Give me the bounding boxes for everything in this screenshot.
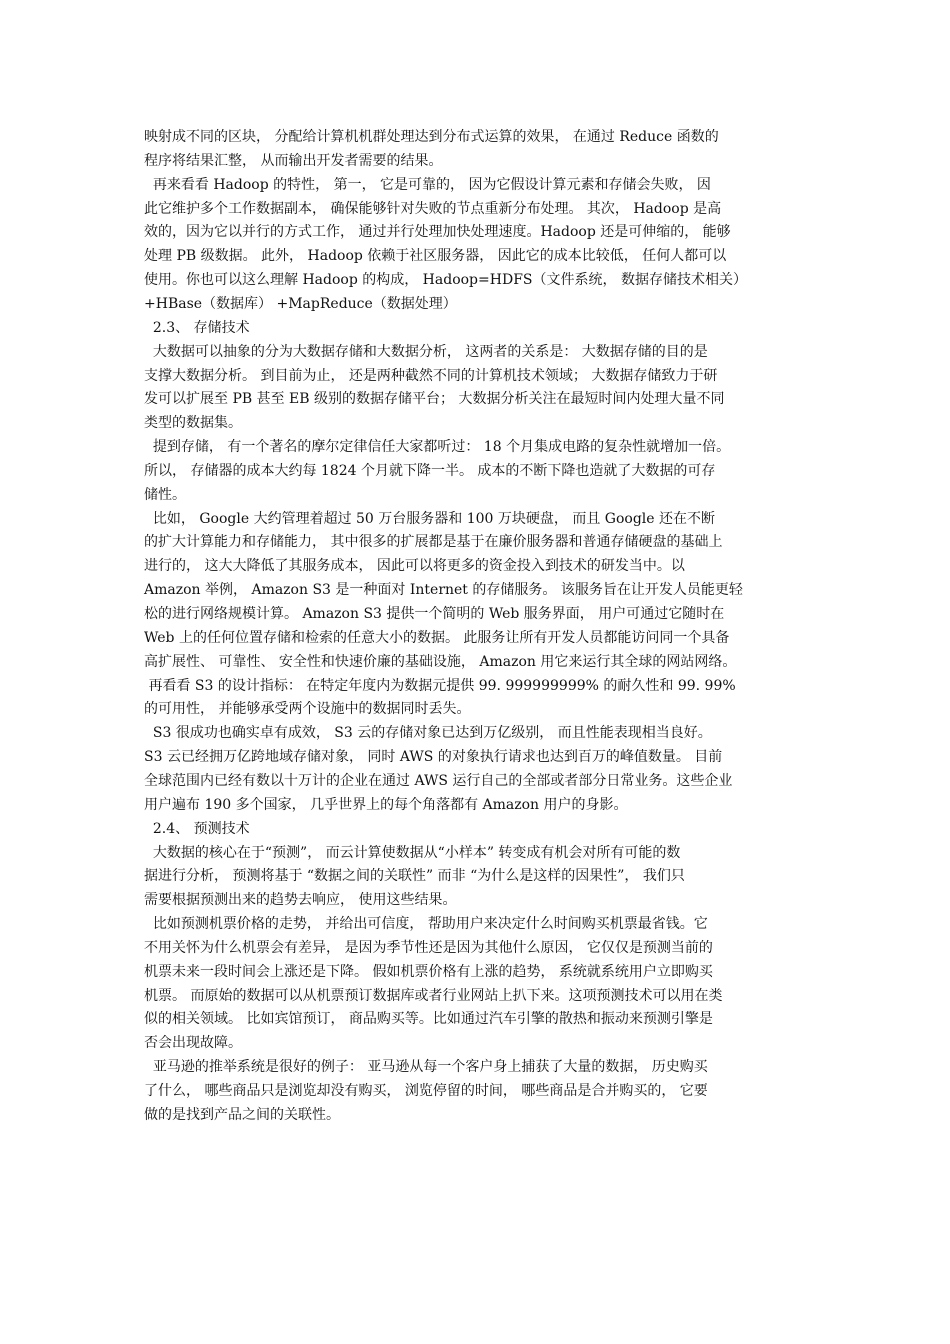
text-line: 亚马逊的推举系统是很好的例子： 亚马逊从每一个客户身上捕获了大量的数据， 历史购买 bbox=[144, 1059, 708, 1076]
text-line: 比如， Google 大约管理着超过 50 万台服务器和 100 万块硬盘， 而且 Google 还在不断 bbox=[144, 510, 716, 527]
text-line: 据进行分析， 预测将基于 “数据之间的关联性” 而非 “为什么是这样的因果性”， 我们只 bbox=[144, 868, 685, 885]
text-line: S3 云已经拥万亿跨地域存储对象， 同时 AWS 的对象执行请求也达到百万的峰值数量。 目前 bbox=[144, 749, 723, 766]
text-line: 所以， 存储器的成本大约每 1824 个月就下降一半。 成本的不断下降也造就了大数据的可存 bbox=[144, 462, 716, 479]
text-line: 高扩展性、 可靠性、 安全性和快速价廉的基础设施， Amazon 用它来运行其全球的网站网络。 bbox=[144, 653, 737, 670]
text-line: 不用关怀为什么机票会有差异， 是因为季节性还是因为其他什么原因， 它仅仅是预测当前的 bbox=[144, 939, 713, 956]
text-line: 了什么， 哪些商品只是浏览却没有购买， 浏览停留的时间， 哪些商品是合并购买的， 它要 bbox=[144, 1083, 708, 1099]
text-line: 用户遍布 190 多个国家， 几乎世界上的每个角落都有 Amazon 用户的身影。 bbox=[144, 796, 628, 813]
text-line: 的可用性， 并能够承受两个设施中的数据同时丢失。 bbox=[144, 701, 471, 718]
text-line: 比如预测机票价格的走势， 并给出可信度， 帮助用户来决定什么时间购买机票最省钱。它 bbox=[144, 916, 708, 933]
text-line: 效的，因为它以并行的方式工作， 通过并行处理加快处理速度。Hadoop 还是可伸缩的， 能够 bbox=[144, 224, 731, 241]
text-line: 程序将结果汇整， 从而输出开发者需要的结果。 bbox=[144, 152, 443, 169]
text-line: 的扩大计算能力和存储能力， 其中很多的扩展都是基于在廉价服务器和普通存储硬盘的基础上 bbox=[144, 534, 723, 551]
text-line: +HBase（数据库） +MapReduce（数据处理） bbox=[144, 295, 457, 312]
text-line: 机票未来一段时间会上涨还是下降。 假如机票价格有上涨的趋势， 系统就系统用户立即购买 bbox=[144, 963, 713, 980]
text-line: 2.3、 存储技术 bbox=[144, 319, 250, 336]
text-line: 大数据可以抽象的分为大数据存储和大数据分析， 这两者的关系是： 大数据存储的目的是 bbox=[144, 343, 708, 360]
text-line: 进行的， 这大大降低了其服务成本， 因此可以将更多的资金投入到技术的研发当中。以 bbox=[144, 558, 685, 575]
text-line: 处理 PB 级数据。 此外， Hadoop 依赖于社区服务器， 因此它的成本比较低， 任何人都可以 bbox=[144, 248, 727, 265]
text-line: 映射成不同的区块， 分配给计算机机群处理达到分布式运算的效果， 在通过 Reduce 函数的 bbox=[144, 129, 719, 145]
text-line: 储性。 bbox=[144, 486, 186, 503]
text-line: 松的进行网络规模计算。 Amazon S3 提供一个简明的 Web 服务界面， 用户可通过它随时在 bbox=[144, 606, 725, 622]
text-line: 提到存储， 有一个著名的摩尔定律信任大家都听过： 18 个月集成电路的复杂性就增加一倍。 bbox=[144, 439, 731, 456]
text-line: 机票。 而原始的数据可以从机票预订数据库或者行业网站上扒下来。这项预测技术可以用在类 bbox=[144, 987, 723, 1004]
text-line: 支撑大数据分析。 到目前为止， 还是两种截然不同的计算机技术领域； 大数据存储致力于研 bbox=[144, 367, 718, 384]
text-line: 做的是找到产品之间的关联性。 bbox=[144, 1106, 340, 1123]
text-line: 否会出现故障。 bbox=[144, 1035, 242, 1052]
text-line: 需要根据预测出来的趋势去响应， 使用这些结果。 bbox=[144, 892, 457, 909]
text-line: 此它维护多个工作数据副本， 确保能够针对失败的节点重新分布处理。 其次， Hadoop 是高 bbox=[144, 200, 722, 217]
text-line: 再来看看 Hadoop 的特性， 第一， 它是可靠的， 因为它假设计算元素和存储会失败， 因 bbox=[144, 176, 711, 193]
text-line: 2.4、 预测技术 bbox=[144, 820, 250, 837]
text-line: 使用。你也可以这么理解 Hadoop 的构成， Hadoop=HDFS（文件系统， 数据存储技术相关） bbox=[144, 272, 747, 289]
text-line: 再看看 S3 的设计指标： 在特定年度内为数据元提供 99. 999999999% 的耐久性和 99. 99% bbox=[144, 677, 736, 694]
text-line: 似的相关领域。 比如宾馆预订， 商品购买等。比如通过汽车引擎的散热和振动来预测引擎是 bbox=[144, 1011, 713, 1028]
text-line: Web 上的任何位置存储和检索的任意大小的数据。 此服务让所有开发人员都能访问同一个具备 bbox=[144, 629, 730, 646]
text-line: S3 很成功也确实卓有成效， S3 云的存储对象已达到万亿级别， 而且性能表现相当良好。 bbox=[144, 725, 712, 742]
text-line: 类型的数据集。 bbox=[144, 415, 242, 432]
text-line: 大数据的核心在于“预测”， 而云计算使数据从“小样本” 转变成有机会对所有可能的数 bbox=[144, 844, 681, 861]
text-line: Amazon 举例， Amazon S3 是一种面对 Internet 的存储服务。 该服务旨在让开发人员能更轻 bbox=[144, 582, 743, 599]
text-line: 发可以扩展至 PB 甚至 EB 级别的数据存储平台； 大数据分析关注在最短时间内处理大量不同 bbox=[144, 391, 725, 408]
text-line: 全球范围内已经有数以十万计的企业在通过 AWS 运行自己的全部或者部分日常业务。这些企业 bbox=[144, 772, 733, 789]
